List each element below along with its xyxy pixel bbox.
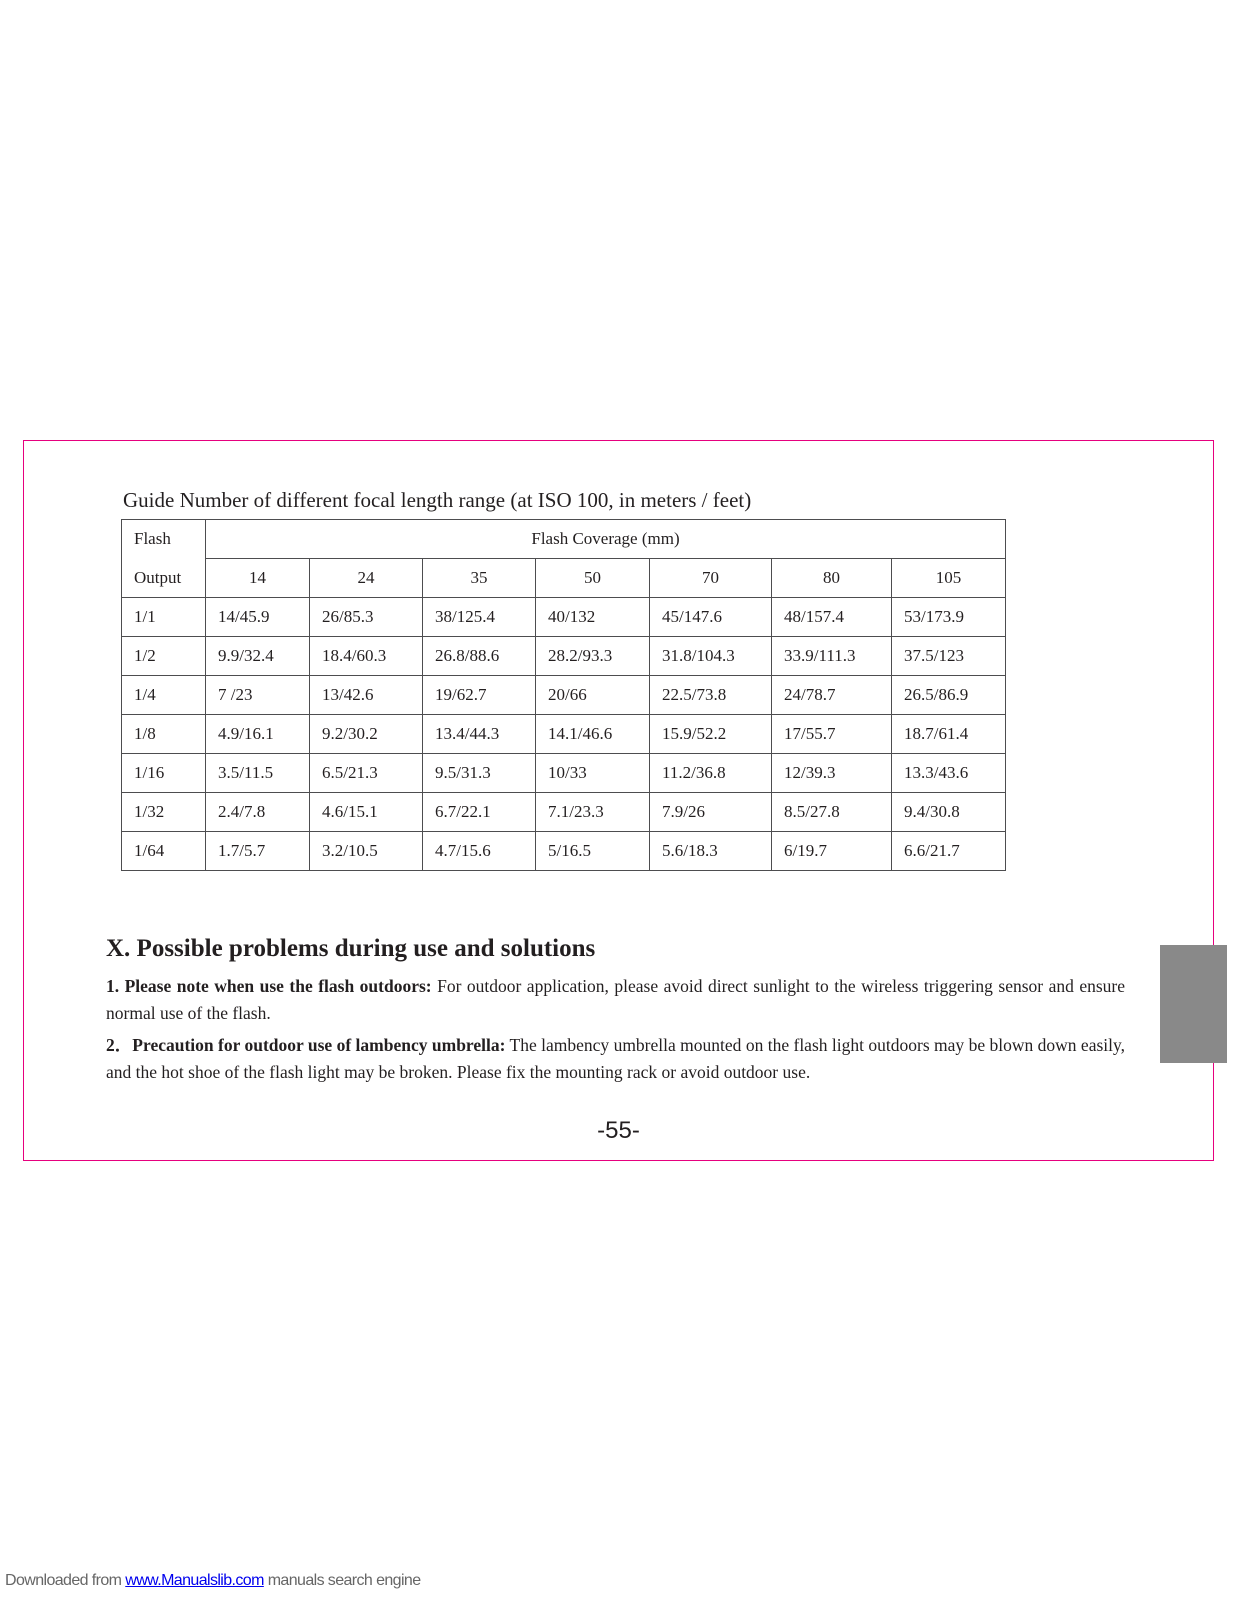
guide-number-cell: 3.5/11.5 (206, 754, 310, 793)
table-row (122, 754, 1006, 793)
guide-number-cell: 3.2/10.5 (310, 832, 423, 871)
section-tab-marker (1160, 945, 1227, 1063)
guide-number-cell: 6.6/21.7 (892, 832, 1006, 871)
guide-number-cell: 37.5/123 (892, 637, 1006, 676)
guide-number-cell: 22.5/73.8 (650, 676, 772, 715)
guide-number-cell: 19/62.7 (423, 676, 536, 715)
flash-output-cell: 1/64 (122, 832, 206, 871)
guide-number-cell: 13.3/43.6 (892, 754, 1006, 793)
guide-number-cell: 15.9/52.2 (650, 715, 772, 754)
guide-number-cell: 14.1/46.6 (536, 715, 650, 754)
header-flash-coverage: Flash Coverage (mm) (206, 520, 1006, 559)
guide-number-cell: 4.6/15.1 (310, 793, 423, 832)
header-output: Output (122, 559, 206, 598)
table-row (122, 715, 1006, 754)
column-header-70: 70 (650, 559, 772, 598)
column-header-24: 24 (310, 559, 423, 598)
guide-number-cell: 5/16.5 (536, 832, 650, 871)
guide-number-cell: 11.2/36.8 (650, 754, 772, 793)
guide-number-cell: 9.4/30.8 (892, 793, 1006, 832)
guide-number-cell: 5.6/18.3 (650, 832, 772, 871)
flash-output-cell: 1/1 (122, 598, 206, 637)
guide-number-table (121, 519, 1006, 871)
guide-number-cell: 9.9/32.4 (206, 637, 310, 676)
problem-item-1-text: For outdoor application, please avoid direct sunlight to the wireless triggering sensor and ensure normal use of the flash. (106, 976, 1125, 1023)
table-row (122, 832, 1006, 871)
guide-number-cell: 18.4/60.3 (310, 637, 423, 676)
guide-number-cell: 13/42.6 (310, 676, 423, 715)
guide-number-cell: 1.7/5.7 (206, 832, 310, 871)
header-flash: Flash (122, 520, 206, 559)
problem-item-1 (106, 973, 1125, 1027)
guide-number-cell: 26.8/88.6 (423, 637, 536, 676)
problem-item-2 (106, 1032, 1125, 1086)
guide-number-cell: 7.1/23.3 (536, 793, 650, 832)
flash-output-cell: 1/8 (122, 715, 206, 754)
column-header-35: 35 (423, 559, 536, 598)
guide-number-cell: 14/45.9 (206, 598, 310, 637)
table-caption: Guide Number of different focal length range (at ISO 100, in meters / feet) (123, 488, 752, 512)
table-column-header-row (122, 559, 1006, 598)
footer-prefix: Downloaded from (5, 1572, 126, 1589)
guide-number-cell: 13.4/44.3 (423, 715, 536, 754)
guide-number-cell: 20/66 (536, 676, 650, 715)
guide-number-cell: 28.2/93.3 (536, 637, 650, 676)
guide-number-cell: 9.2/30.2 (310, 715, 423, 754)
section-heading: X. Possible problems during use and solutions (106, 935, 596, 962)
guide-number-cell: 6.7/22.1 (423, 793, 536, 832)
guide-number-cell: 2.4/7.8 (206, 793, 310, 832)
guide-number-cell: 24/78.7 (772, 676, 892, 715)
table-row (122, 793, 1006, 832)
manualslib-link[interactable]: www.Manualslib.com (125, 1572, 264, 1589)
guide-number-cell: 18.7/61.4 (892, 715, 1006, 754)
guide-number-cell: 48/157.4 (772, 598, 892, 637)
guide-number-cell: 17/55.7 (772, 715, 892, 754)
footer-suffix: manuals search engine (263, 1572, 421, 1589)
guide-number-cell: 7.9/26 (650, 793, 772, 832)
guide-number-cell: 4.9/16.1 (206, 715, 310, 754)
guide-number-cell: 31.8/104.3 (650, 637, 772, 676)
guide-number-cell: 6.5/21.3 (310, 754, 423, 793)
guide-number-cell: 8.5/27.8 (772, 793, 892, 832)
flash-output-cell: 1/16 (122, 754, 206, 793)
page-number: -55- (597, 1117, 640, 1144)
column-header-105: 105 (892, 559, 1006, 598)
guide-number-cell: 53/173.9 (892, 598, 1006, 637)
table-header-row (122, 520, 1006, 559)
column-header-14: 14 (206, 559, 310, 598)
guide-number-cell: 38/125.4 (423, 598, 536, 637)
column-header-80: 80 (772, 559, 892, 598)
column-header-50: 50 (536, 559, 650, 598)
guide-number-cell: 7 /23 (206, 676, 310, 715)
guide-number-cell: 9.5/31.3 (423, 754, 536, 793)
table-row (122, 598, 1006, 637)
guide-number-cell: 6/19.7 (772, 832, 892, 871)
guide-number-cell: 12/39.3 (772, 754, 892, 793)
download-footer (5, 1572, 421, 1590)
guide-number-cell: 40/132 (536, 598, 650, 637)
table-row (122, 676, 1006, 715)
guide-number-cell: 33.9/111.3 (772, 637, 892, 676)
problem-item-2-text: The lambency umbrella mounted on the flash light outdoors may be blown down easily, and the hot shoe of the flash light may be broken. Please fix the mounting rack or avoid outdoor use. (106, 1035, 1125, 1082)
table-row (122, 637, 1006, 676)
guide-number-cell: 26.5/86.9 (892, 676, 1006, 715)
flash-output-cell: 1/32 (122, 793, 206, 832)
flash-output-cell: 1/4 (122, 676, 206, 715)
table-body (122, 520, 1006, 871)
problem-item-1-lead: 1. Please note when use the flash outdoors: (106, 976, 432, 996)
guide-number-cell: 45/147.6 (650, 598, 772, 637)
flash-output-cell: 1/2 (122, 637, 206, 676)
problem-item-2-lead: 2．Precaution for outdoor use of lambency umbrella: (106, 1035, 506, 1055)
guide-number-cell: 26/85.3 (310, 598, 423, 637)
guide-number-cell: 4.7/15.6 (423, 832, 536, 871)
guide-number-cell: 10/33 (536, 754, 650, 793)
